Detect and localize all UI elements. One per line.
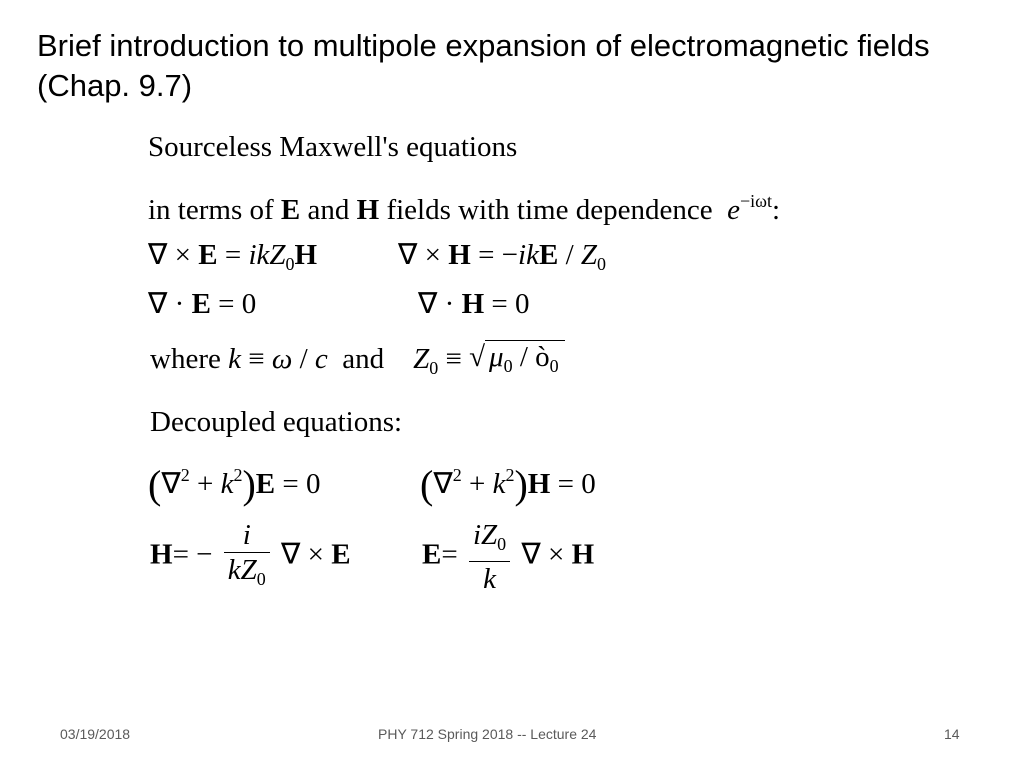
footer-page-number: 14	[944, 726, 960, 742]
footer-course: PHY 712 Spring 2018 -- Lecture 24	[378, 726, 597, 742]
curl-H-equation: ∇ × $H = -ikE / Z_0$	[398, 239, 607, 274]
div-E-equation: ∇ · E = 0	[148, 288, 257, 320]
and-word-2: and	[342, 343, 385, 376]
time-dependence-exponent: −iωt	[739, 191, 772, 211]
fraction-iZ0-over-k: $\frac{iZ_0}{k}$	[469, 518, 510, 596]
decoupled-heading: Decoupled equations:	[150, 406, 403, 438]
time-dependence-base: e	[727, 194, 740, 226]
div-H-equation: ∇ · H = 0	[418, 288, 530, 320]
and-word: and	[307, 194, 350, 226]
where-word: where	[150, 343, 221, 376]
section-heading: Sourceless Maxwell's equations	[148, 131, 518, 163]
fraction-i-over-kZ0: $\frac{i}{kZ_0}$	[224, 518, 270, 596]
H-from-E-equation: H= − $\frac{i}{kZ_0}$ ∇ × E	[150, 518, 351, 596]
slide-title: Brief introduction to multipole expansion of electromagnetic fields (Chap. 9.7)	[37, 28, 930, 103]
definitions-line: where k ≡ ω / c and $Z_0$ ≡ √ $\mu_0$ / $ò_0$	[150, 340, 565, 385]
footer-date: 03/19/2018	[60, 726, 131, 742]
symbol-E: E	[280, 194, 301, 226]
intro-middle: fields with time dependence	[386, 194, 713, 226]
colon: :	[771, 194, 781, 226]
helmholtz-H-equation: $(\nabla^2 + k^2)H = 0$	[420, 462, 596, 507]
intro-line	[148, 184, 780, 227]
sqrt-expression: √ $\mu_0$ / $ò_0$	[469, 340, 565, 383]
helmholtz-E-equation: $(\nabla^2 + k^2)E = 0$	[148, 462, 321, 507]
curl-E-equation: ∇ × E = ikZ$_0$H	[148, 239, 318, 274]
E-from-H-equation: E= $\frac{iZ_0}{k}$ ∇ × H	[422, 519, 595, 595]
intro-prefix: in terms of	[148, 194, 274, 226]
symbol-H: H	[356, 194, 380, 226]
